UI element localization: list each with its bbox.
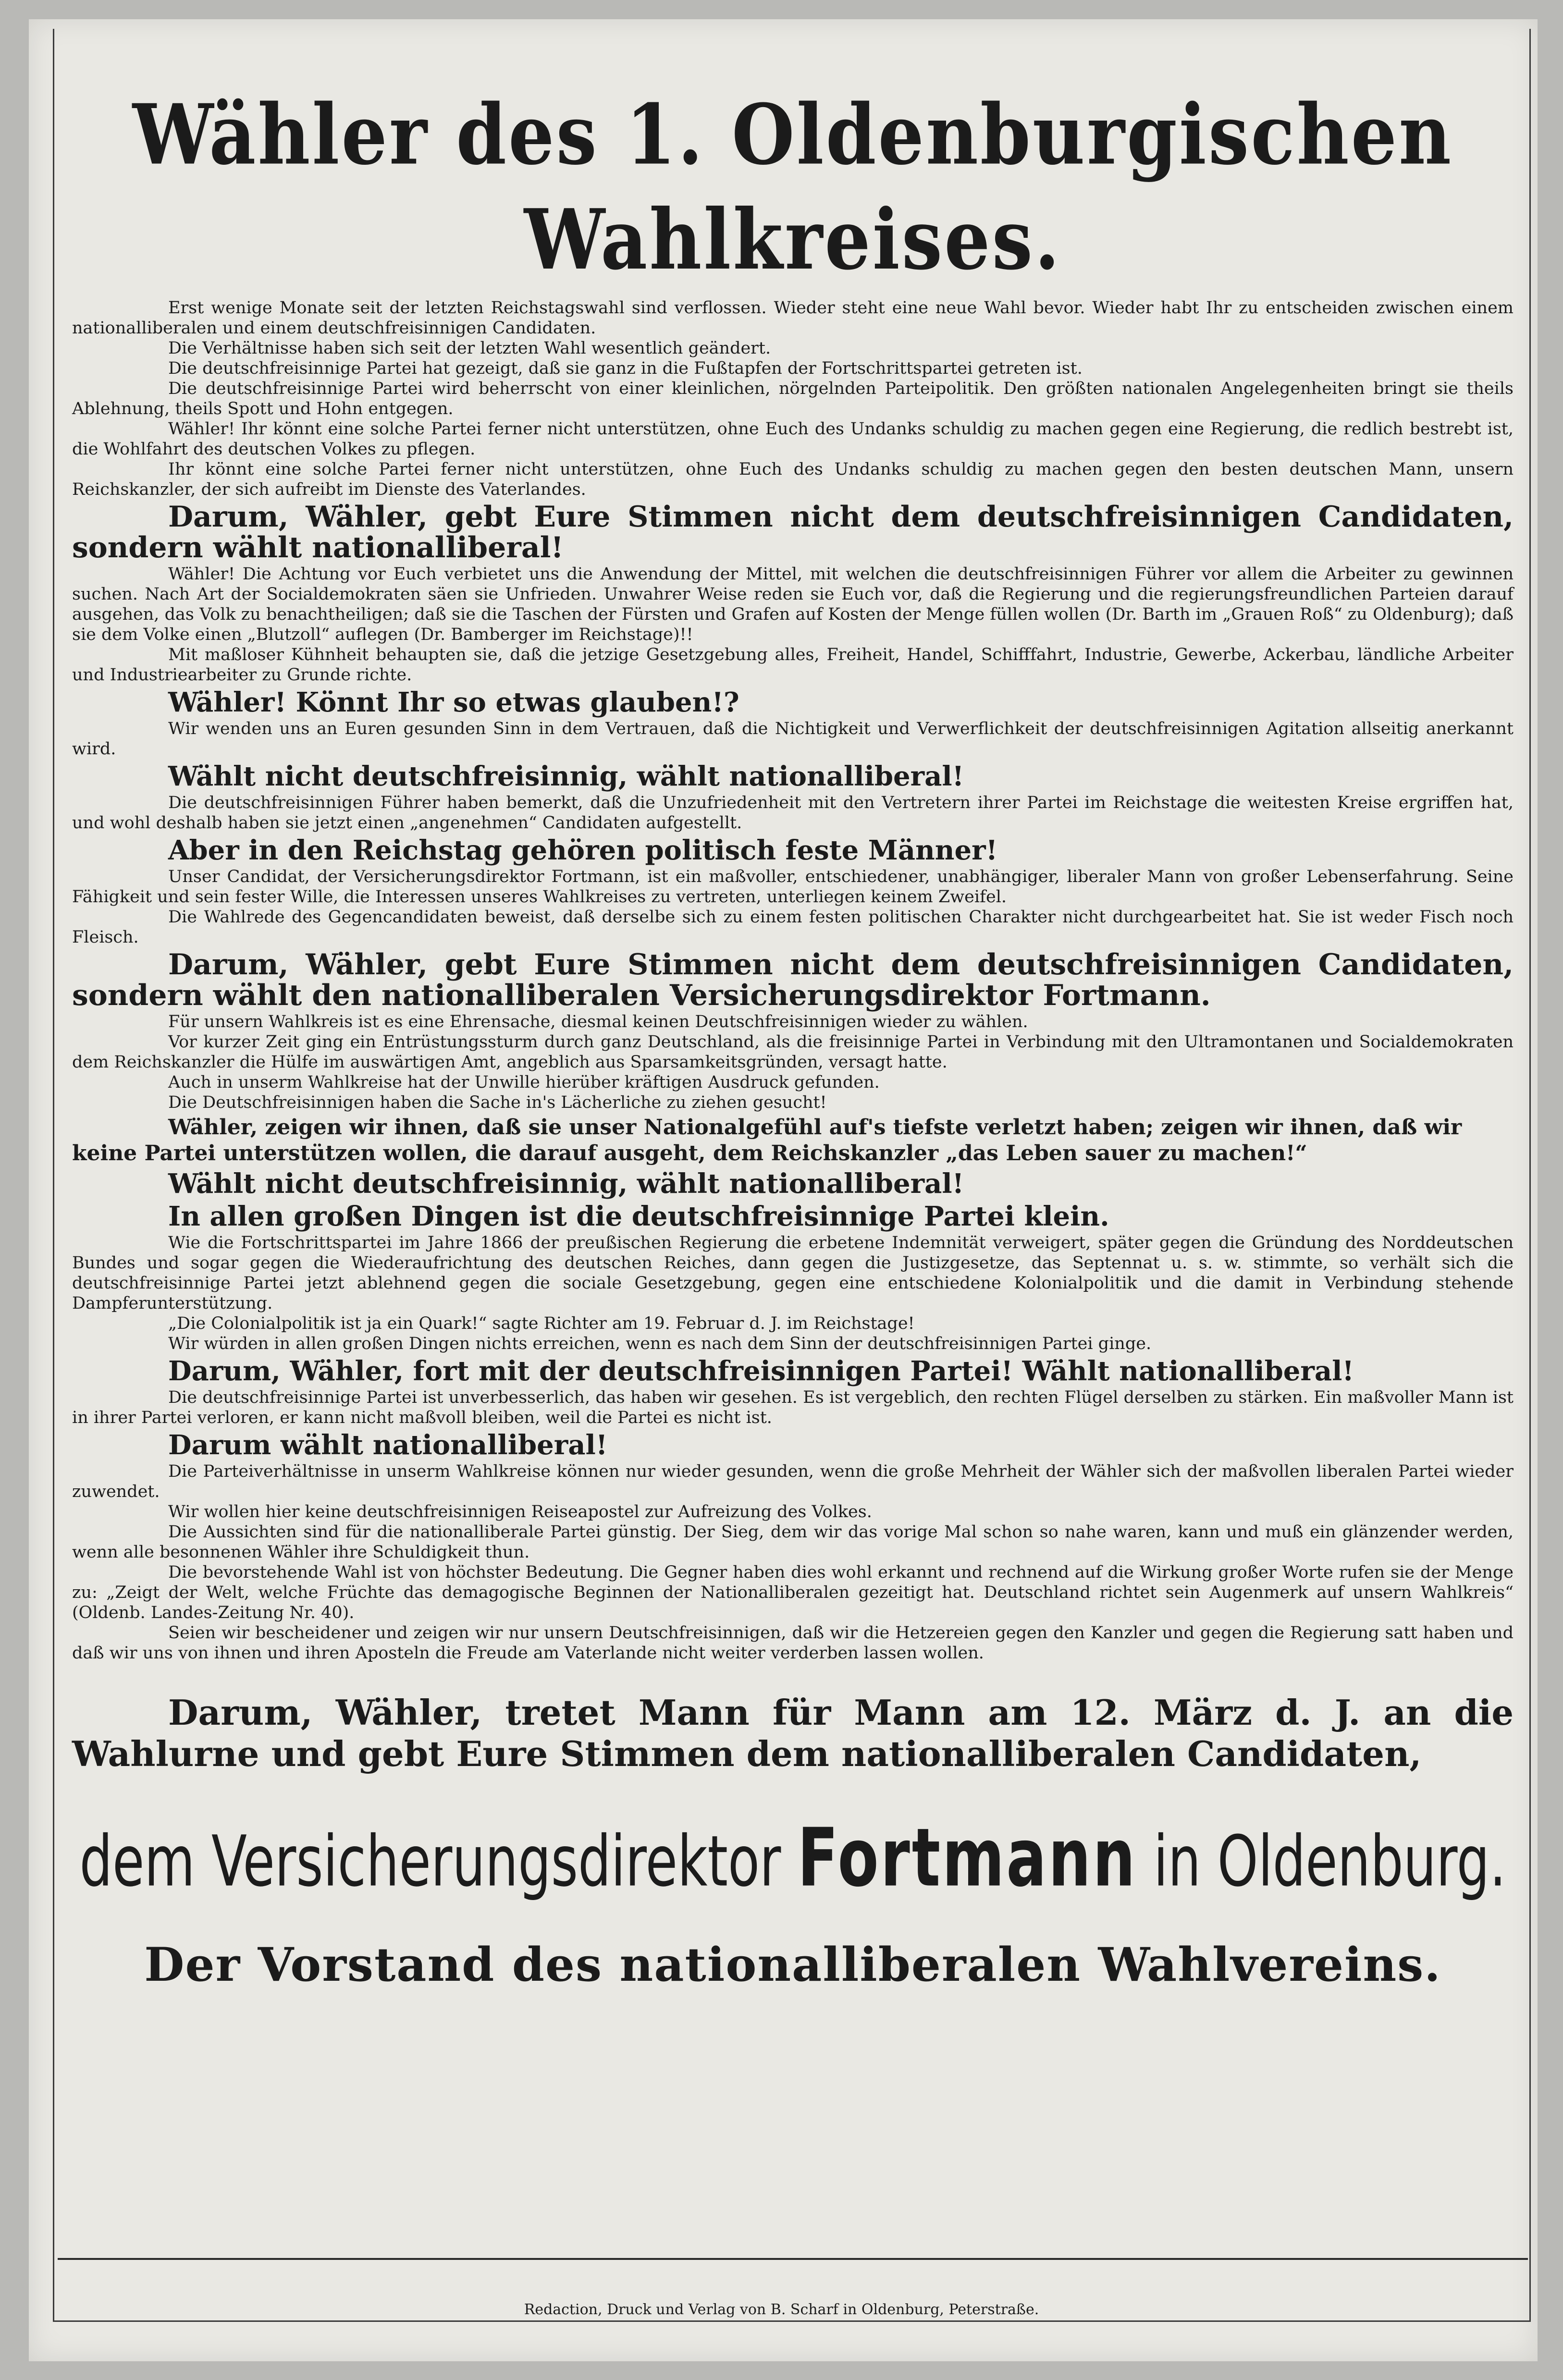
paragraph-24: Die Aussichten sind für die nationalliberale Partei günstig. Der Sieg, dem wir das vorige Mal schon so nahe waren, kann und muß ein glänzender werden, wenn alle besonnenen Wähler ihre Schuldigkeit thun.	[72, 1522, 1514, 1562]
paragraph-14: Vor kurzer Zeit ging ein Entrüstungssturm durch ganz Deutschland, als die freisinnige Partei in Verbindung mit den Ultramontanen und Socialdemokraten dem Reichskanzler die Hülfe im auswärtigen Amt, angeblich aus Sparsamkeitsgründen, versagt hatte.	[72, 1032, 1514, 1072]
paragraph-15: Auch in unserm Wahlkreise hat der Unwille hierüber kräftigen Ausdruck gefunden.	[168, 1073, 880, 1092]
imprint: Redaction, Druck und Verlag von B. Scharf in Oldenburg, Peterstraße.	[524, 2301, 1039, 2318]
heading-8: Darum, Wähler, fort mit der deutschfreisinnigen Partei! Wählt nationalliberal!	[168, 1355, 1354, 1387]
heading-4: Aber in den Reichstag gehören politisch feste Männer!	[168, 834, 998, 866]
paragraph-7: Wähler! Die Achtung vor Euch verbietet uns die Anwendung der Mittel, mit welchen die deutschfreisinnigen Führer vor allem die Arbeiter zu gewinnen suchen. Nach Art der Socialdemokraten säen sie Unfrieden. Unwahrer Weise reden sie Euch vor, daß die Regierung und die regierungsfreundlichen Parteien darauf ausgehen, das Volk zu benachtheiligen; daß sie die Taschen der Fürsten und Grafen auf Kosten der Menge füllen wollen (Dr. Barth im „Grauen Roß“ zu Oldenburg); daß sie dem Volke einen „Blutzoll“ auflegen (Dr. Bamberger im Reichstage)!!	[72, 564, 1514, 644]
paragraph-25: Die bevorstehende Wahl ist von höchster Bedeutung. Die Gegner haben dies wohl erkannt und rechnend auf die Wirkung großer Worte rufen sie der Menge zu: „Zeigt der Welt, welche Früchte das demagogische Beginnen der Nationalliberalen gezeitigt hat. Deutschland richtet sein Augenmerk auf unsern Wahlkreis“ (Oldenb. Landes-Zeitung Nr. 40).	[72, 1563, 1514, 1622]
candidate-line	[72, 1811, 1514, 1905]
heading-7: In allen großen Dingen ist die deutschfreisinnige Partei klein.	[168, 1201, 1109, 1232]
paragraph-17: Wähler, zeigen wir ihnen, daß sie unser Nationalgefühl auf's tiefste verletzt haben; zeigen wir ihnen, daß wir keine Partei unterstützen wollen, die darauf ausgeht, dem Reichskanzler „das Leben sauer zu machen!“	[72, 1115, 1462, 1165]
paragraph-10: Die deutschfreisinnigen Führer haben bemerkt, daß die Unzufriedenheit mit den Vertretern ihrer Partei im Reichstage die weitesten Kreise ergriffen hat, und wohl deshalb haben sie jetzt einen „angenehmen“ Candidaten aufgestellt.	[72, 793, 1514, 833]
heading-5: Darum, Wähler, gebt Eure Stimmen nicht dem deutschfreisinnigen Candidaten, sondern wählt den nationalliberalen Versicherungsdirektor Fortmann.	[72, 948, 1514, 1012]
paragraph-20: Wir würden in allen großen Dingen nichts erreichen, wenn es nach dem Sinn der deutschfreisinnigen Partei ginge.	[168, 1334, 1152, 1353]
paragraph-21: Die deutschfreisinnige Partei ist unverbesserlich, das haben wir gesehen. Es ist vergeblich, den rechten Flügel derselben zu stärken. Ein maßvoller Mann ist in ihrer Partei verloren, er kann nicht maßvoll bleiben, weil die Partei es nicht ist.	[72, 1388, 1514, 1427]
paragraph-16: Die Deutschfreisinnigen haben die Sache in's Lächerliche zu ziehen gesucht!	[168, 1093, 827, 1112]
paragraph-2: Die Verhältnisse haben sich seit der letzten Wahl wesentlich geändert.	[168, 339, 771, 358]
paragraph-12: Die Wahlrede des Gegencandidaten beweist, daß derselbe sich zu einem festen politischen Charakter nicht durchgearbeitet hat. Sie ist weder Fisch noch Fleisch.	[72, 908, 1514, 947]
closing-appeal: Darum, Wähler, tretet Mann für Mann am 12. März d. J. an die Wahlurne und gebt Eure Stimmen dem nationalliberalen Candidaten,	[72, 1692, 1514, 1774]
paragraph-8: Mit maßloser Kühnheit behaupten sie, daß die jetzige Gesetzgebung alles, Freiheit, Handel, Schifffahrt, Industrie, Gewerbe, Ackerbau, ländliche Arbeiter und Industriearbeiter zu Grunde richte.	[72, 645, 1514, 685]
paragraph-13: Für unsern Wahlkreis ist es eine Ehrensache, diesmal keinen Deutschfreisinnigen wieder zu wählen.	[168, 1012, 1028, 1031]
paragraph-19: „Die Colonialpolitik ist ja ein Quark!“ sagte Richter am 19. Februar d. J. im Reichstage!	[168, 1314, 915, 1333]
paragraph-5: Wähler! Ihr könnt eine solche Partei ferner nicht unterstützen, ohne Euch des Undanks schuldig zu machen gegen eine Regierung, die redlich bestrebt ist, die Wohlfahrt des deutschen Volkes zu pflegen.	[72, 419, 1514, 459]
heading-9: Darum wählt nationalliberal!	[168, 1429, 608, 1461]
heading-1: Darum, Wähler, gebt Eure Stimmen nicht dem deutschfreisinnigen Candidaten, sondern wählt nationalliberal!	[72, 500, 1514, 564]
candidate-name: Fortmann	[797, 1811, 1137, 1905]
candidate-title: dem Versicherungsdirektor	[79, 1821, 781, 1902]
heading-6: Wählt nicht deutschfreisinnig, wählt nationalliberal!	[168, 1168, 964, 1200]
paragraph-18: Wie die Fortschrittspartei im Jahre 1866 der preußischen Regierung die erbetene Indemnität verweigert, später gegen die Gründung des Norddeutschen Bundes und sogar gegen die Wiederaufrichtung des deutschen Reiches, dann gegen die Justizgesetze, das Septennat u. s. w. stimmte, so verhält sich die deutschfreisinnige Partei jetzt ablehnend gegen die sociale Gesetzgebung, gegen eine entschiedene Kolonialpolitik und die damit in Verbindung stehende Dampferunterstützung.	[72, 1233, 1514, 1313]
heading-2: Wähler! Könnt Ihr so etwas glauben!?	[168, 687, 739, 718]
paragraph-23: Wir wollen hier keine deutschfreisinnigen Reiseapostel zur Aufreizung des Volkes.	[168, 1502, 872, 1521]
footer-rule	[58, 2258, 1528, 2260]
paragraph-9: Wir wenden uns an Euren gesunden Sinn in dem Vertrauen, daß die Nichtigkeit und Verwerflichkeit der deutschfreisinnigen Agitation allseitig anerkannt wird.	[72, 719, 1514, 759]
paragraph-1: Erst wenige Monate seit der letzten Reichstagswahl sind verflossen. Wieder steht eine neue Wahl bevor. Wieder habt Ihr zu entscheiden zwischen einem nationalliberalen und einem deutschfreisinnigen Candidaten.	[72, 298, 1514, 338]
flyer-body	[72, 86, 1514, 1994]
paragraph-22: Die Parteiverhältnisse in unserm Wahlkreise können nur wieder gesunden, wenn die große Mehrheit der Wähler sich der maßvollen liberalen Partei wieder zuwendet.	[72, 1462, 1514, 1501]
signature: Der Vorstand des nationalliberalen Wahlvereins.	[144, 1938, 1441, 1992]
paragraph-11: Unser Candidat, der Versicherungsdirektor Fortmann, ist ein maßvoller, entschiedener, unabhängiger, liberaler Mann von großer Lebenserfahrung. Seine Fähigkeit und sein fester Wille, die Interessen unseres Wahlkreises zu vertreten, unterliegen keinem Zweifel.	[72, 867, 1514, 907]
flyer-title: Wähler des 1. Oldenburgischen Wahlkreises.	[132, 86, 1453, 289]
paragraph-6: Ihr könnt eine solche Partei ferner nicht unterstützen, ohne Euch des Undanks schuldig zu machen gegen den besten deutschen Mann, unsern Reichskanzler, der sich aufreibt im Dienste des Vaterlandes.	[72, 460, 1514, 499]
candidate-city: in Oldenburg.	[1153, 1821, 1506, 1902]
paragraph-3: Die deutschfreisinnige Partei hat gezeigt, daß sie ganz in die Fußtapfen der Fortschrittspartei getreten ist.	[168, 359, 1083, 378]
paragraph-26: Seien wir bescheidener und zeigen wir nur unsern Deutschfreisinnigen, daß wir die Hetzereien gegen den Kanzler und gegen die Regierung satt haben und daß wir uns von ihnen und ihren Aposteln die Freude am Vaterlande nicht weiter verderben lassen wollen.	[72, 1623, 1514, 1663]
paragraph-4: Die deutschfreisinnige Partei wird beherrscht von einer kleinlichen, nörgelnden Parteipolitik. Den größten nationalen Angelegenheiten bringt sie theils Ablehnung, theils Spott und Hohn entgegen.	[72, 379, 1514, 418]
heading-3: Wählt nicht deutschfreisinnig, wählt nationalliberal!	[168, 761, 964, 792]
